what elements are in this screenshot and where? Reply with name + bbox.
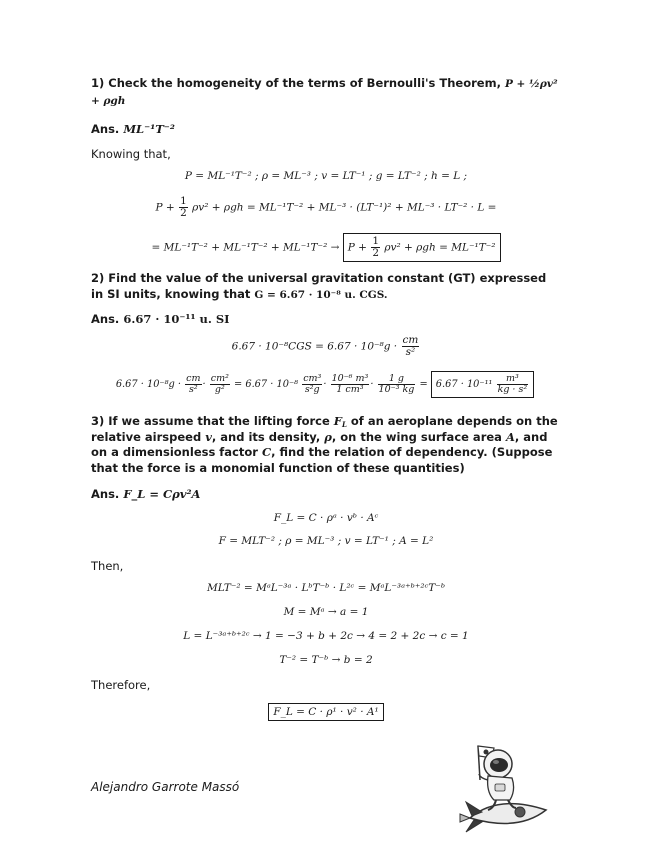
answer-2-value: 6.67 · 10⁻¹¹ u. SI: [123, 312, 230, 326]
q3-text-4: , on the wing surface area: [331, 429, 502, 444]
q3-eq-mass: M = Mᵃ → a = 1: [283, 606, 369, 618]
q2-frac-m3-cm3: [331, 374, 370, 395]
q2-boxed-result: [431, 371, 534, 398]
q1-boxed-rest: ρv² + ρgh = ML⁻¹T⁻²: [384, 241, 496, 254]
q2-line2-mid: = 6.67 · 10⁻⁸: [234, 379, 299, 390]
q2-line2-start: 6.67 · 10⁻⁸g ·: [115, 379, 182, 390]
q1-expansion-line2: [91, 233, 561, 262]
q2-boxed-value: 6.67 · 10⁻¹¹: [435, 379, 493, 390]
answer-2-label: Ans.: [91, 312, 120, 326]
question-3: [91, 414, 561, 476]
question-1-formula: P + ½ρv² + ρgh: [91, 78, 558, 107]
fraction-numerator: 10⁻⁶ m³: [331, 373, 369, 384]
fraction-denominator: s²: [189, 384, 198, 395]
q2-line2: 6.67 · 10⁻⁸g · $\frac{cm}{\text{s²}}$ · $\frac{\text{cm²}}{\text{g²}}$ = 6.67 · 10⁻⁸ $\frac{\text{cm³}}{\text{s²g}}$ · $\frac{\text{10⁻⁶ m³}}{\text{1 cm³}}$ · $\frac{1 g}{\text{10⁻³ kg}}$ = 6.67 · 10⁻¹¹ $\frac{\text{m³}}{\text{kg · s²}}$: [95, 371, 555, 398]
fraction-denominator: 1 cm³: [336, 384, 364, 395]
answer-1-value: ML⁻¹T⁻²: [123, 122, 175, 136]
q2-equals: =: [419, 379, 428, 390]
fraction-numerator: m³: [497, 374, 529, 385]
q1-boxed-half: [371, 236, 380, 259]
therefore-label: Therefore,: [91, 678, 151, 692]
fraction-numerator: cm: [186, 373, 201, 384]
answer-1-label: Ans.: [91, 122, 120, 136]
fraction-denominator: 10⁻³ kg: [378, 384, 415, 395]
q3-eq-expand: MLT⁻² = MᵃL⁻³ᵃ · LᵇT⁻ᵇ · L²ᶜ = MᵃL⁻³ᵃ⁺ᵇ⁺²ᶜT⁻ᵇ: [206, 582, 446, 594]
fraction-denominator: s²: [405, 346, 416, 358]
q3-v: v: [205, 429, 212, 444]
q1-half-fraction: [179, 196, 188, 219]
fraction-denominator: s²g: [304, 384, 320, 395]
q3-c: C: [261, 445, 272, 459]
answer-3-label: Ans.: [91, 487, 120, 501]
q1-line1-rest: ρv² + ρgh = ML⁻¹T⁻² + ML⁻³ · (LT⁻¹)² + ML⁻³ · LT⁻² · L =: [192, 201, 497, 214]
q3-fl: F: [333, 414, 342, 428]
q1-line2-sum: = ML⁻¹T⁻² + ML⁻¹T⁻² + ML⁻¹T⁻² →: [151, 241, 340, 254]
q2-frac-m3-kgs2: [497, 374, 529, 395]
q2-frac-cm2-g2: [210, 374, 230, 395]
q3-fl-sub: L: [341, 420, 347, 429]
fraction-numerator: 1: [180, 195, 187, 207]
q3-boxed-result: F_L = C · ρ¹ · v² · A¹: [268, 703, 383, 721]
answer-3: [91, 487, 200, 501]
q1-given-values: P = ML⁻¹T⁻² ; ρ = ML⁻³ ; v = LT⁻¹ ; g = LT⁻² ; h = L ;: [184, 170, 468, 182]
answer-1: [91, 122, 175, 136]
fraction-denominator: kg · s²: [497, 384, 528, 395]
q3-eq-length: L = L⁻³ᵃ⁺ᵇ⁺²ᶜ → 1 = −3 + b + 2c → 4 = 2 + 2c → c = 1: [183, 630, 469, 642]
q3-text-6: , find the relation of dependency. (Suppose that the force is a monomial function of these quantities): [91, 445, 553, 475]
then-label: Then,: [91, 559, 124, 573]
fraction-numerator: 1: [372, 235, 379, 247]
q1-boxed-result: [343, 233, 501, 262]
fraction-denominator: 2: [372, 247, 379, 259]
question-1-text: 1) Check the homogeneity of the terms of Bernoulli's Theorem,: [91, 76, 501, 90]
q3-text-5: , and on a dimensionless factor: [91, 429, 548, 459]
fraction-numerator: cm: [402, 334, 419, 346]
q2-frac-cm3-s2g: [302, 374, 322, 395]
answer-3-value: F_L = Cρv²A: [123, 487, 201, 501]
author-signature: Alejandro Garrote Massó: [91, 780, 240, 794]
q2-line1: [91, 335, 561, 358]
q3-eq-monomial: F_L = C · ρᵃ · vᵇ · Aᶜ: [273, 512, 379, 524]
fraction-numerator: cm³: [303, 373, 322, 384]
q3-text-1: 3) If we assume that the lifting force: [91, 414, 330, 428]
knowing-that: Knowing that,: [91, 147, 171, 161]
question-2-given: G = 6.67 · 10⁻⁸ u. CGS.: [254, 288, 388, 301]
fraction-numerator: cm²: [210, 373, 229, 384]
q1-line1-p: P +: [155, 201, 175, 214]
q3-text-3: , and its density,: [211, 429, 321, 444]
q2-frac-cm-s2: [185, 374, 201, 395]
q2-line1-text: 6.67 · 10⁻⁸CGS = 6.67 · 10⁻⁸g ·: [231, 340, 398, 353]
question-1: [91, 76, 561, 109]
q2-frac-g-kg: [378, 374, 416, 395]
q1-boxed-p: P +: [347, 241, 367, 254]
fraction-denominator: 2: [180, 207, 187, 219]
question-2: [91, 271, 561, 303]
fraction-denominator: g²: [214, 384, 225, 395]
q3-eq-time: T⁻² = T⁻ᵇ → b = 2: [279, 654, 373, 666]
q2-cm-per-s2: [402, 335, 420, 358]
astronaut-rocket-icon: [458, 740, 558, 836]
q3-a: A: [505, 429, 515, 444]
q3-text-2: of an aeroplane depends on the relative airspeed: [91, 414, 558, 444]
answer-2: [91, 312, 230, 326]
q1-expansion-line1: [91, 196, 561, 219]
question-2-text: 2) Find the value of the universal gravitation constant (GT) expressed in SI units, knowing that: [91, 271, 547, 301]
q3-rho: ρ: [324, 429, 332, 444]
fraction-numerator: 1 g: [378, 374, 416, 385]
q3-eq-dimensions: F = MLT⁻² ; ρ = ML⁻³ ; v = LT⁻¹ ; A = L²: [218, 535, 434, 547]
q3-final: [91, 703, 561, 721]
